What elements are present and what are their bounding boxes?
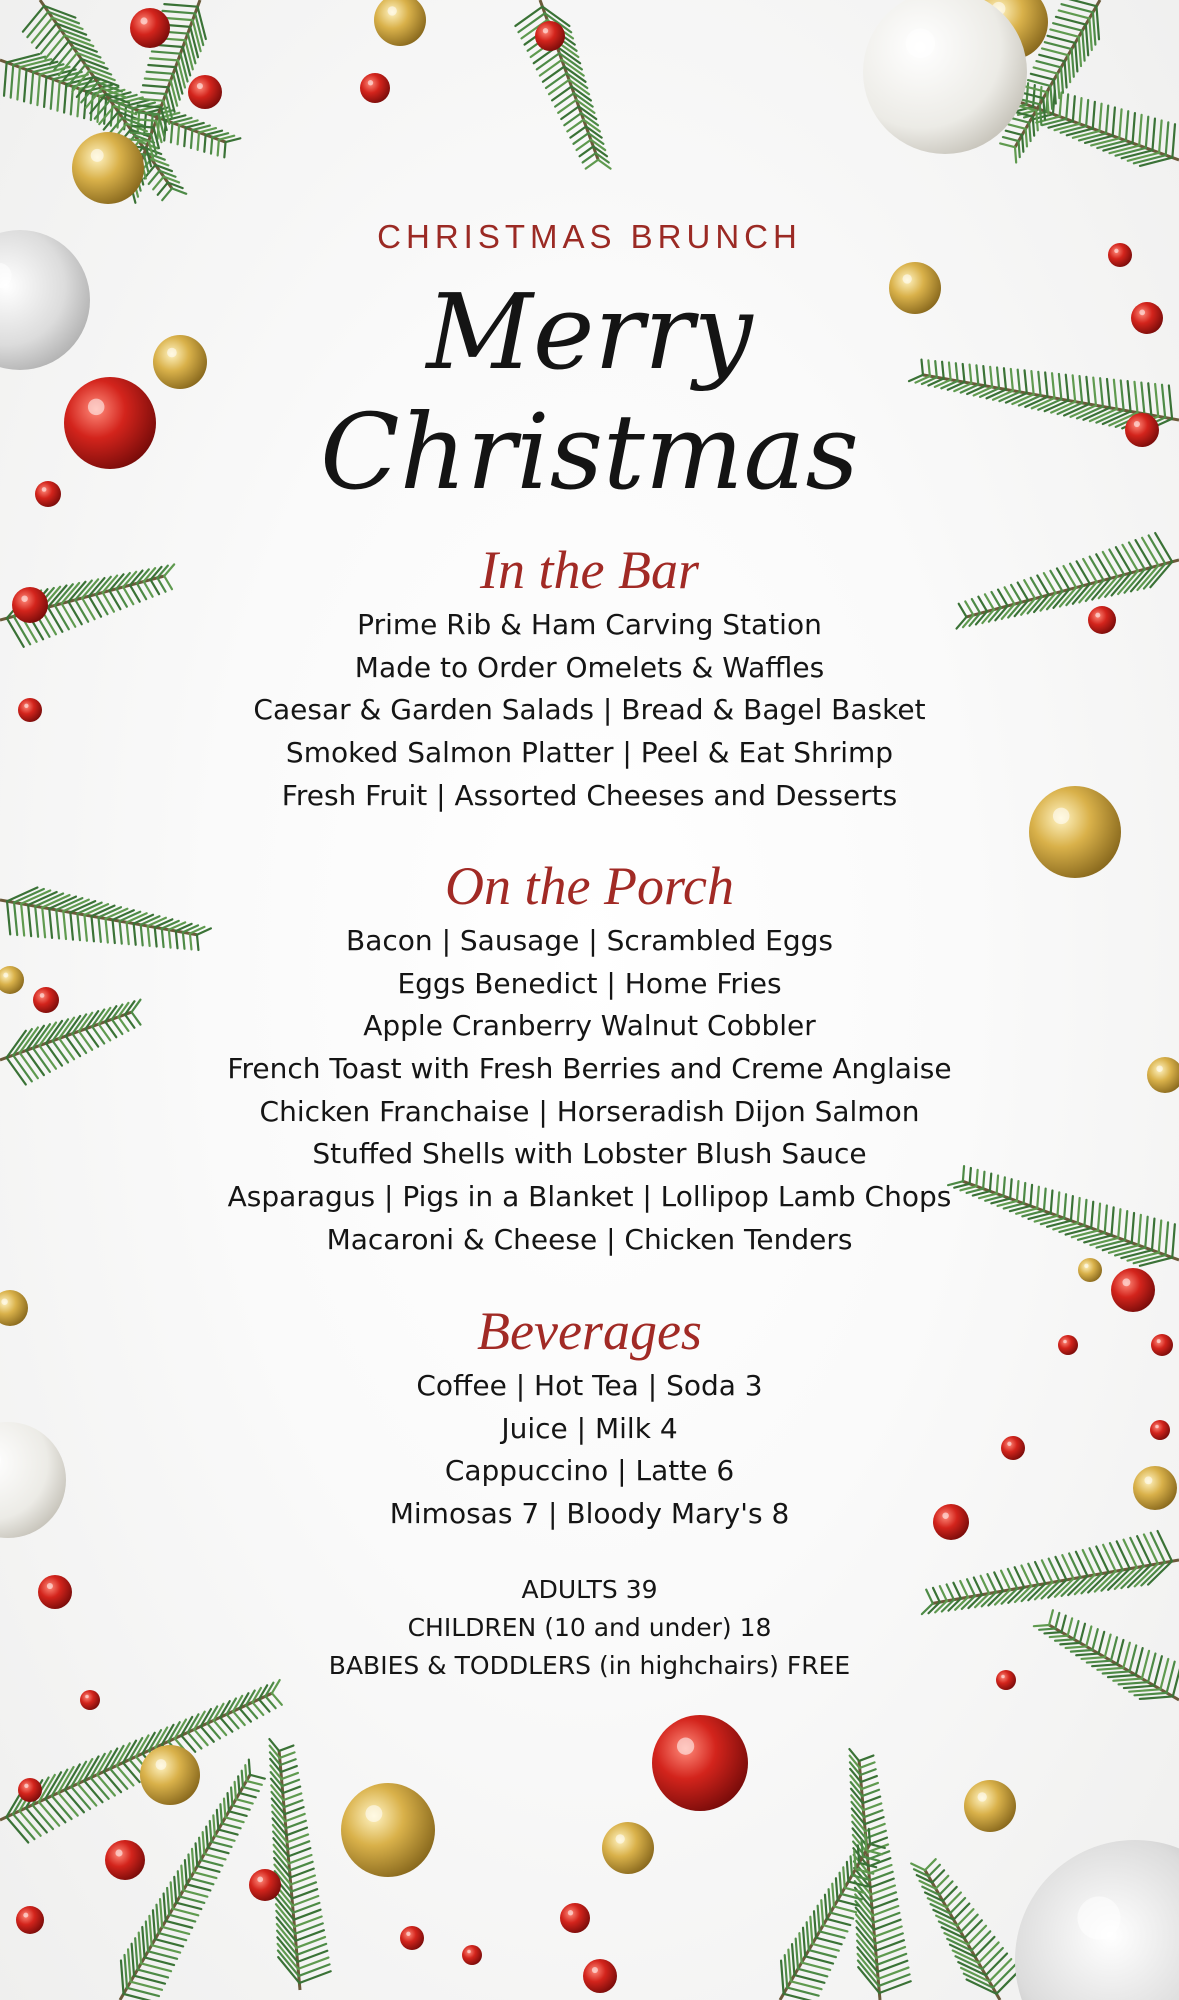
list-item: Apple Cranberry Walnut Cobbler <box>363 1009 816 1043</box>
list-item: Caesar & Garden Salads | Bread & Bagel Basket <box>253 693 926 727</box>
section-title-beverages: Beverages <box>477 1301 702 1361</box>
list-item: Juice | Milk 4 <box>501 1411 678 1445</box>
list-item: Coffee | Hot Tea | Soda 3 <box>416 1369 763 1402</box>
list-item: Prime Rib & Ham Carving Station <box>357 608 822 641</box>
list-item: Eggs Benedict | Home Fries <box>397 966 782 1000</box>
list-item: Fresh Fruit | Assorted Cheeses and Desserts <box>281 778 898 812</box>
menu-kicker: CHRISTMAS BRUNCH <box>377 218 802 255</box>
title-christmas: Christmas <box>320 391 859 513</box>
pricing-list <box>0 1571 1179 1685</box>
list-item: Stuffed Shells with Lobster Blush Sauce <box>312 1137 867 1171</box>
list-item: Macaroni & Cheese | Chicken Tenders <box>326 1222 853 1256</box>
list-item: Smoked Salmon Platter | Peel & Eat Shrimp <box>285 736 894 770</box>
price-adults: ADULTS 39 <box>521 1575 658 1604</box>
section-title-bar: In the Bar <box>480 540 699 600</box>
porch-items-list <box>0 920 1179 1262</box>
price-babies: BABIES & TODDLERS (in highchairs) FREE <box>328 1651 851 1680</box>
price-children: CHILDREN (10 and under) 18 <box>407 1613 772 1642</box>
list-item: Cappuccino | Latte 6 <box>444 1454 735 1488</box>
list-item: Asparagus | Pigs in a Blanket | Lollipop Lamb Chops <box>227 1180 952 1214</box>
section-title-porch: On the Porch <box>445 856 734 916</box>
list-item: Chicken Franchaise | Horseradish Dijon Salmon <box>259 1094 920 1128</box>
beverages-items-list <box>0 1365 1179 1536</box>
bar-items-list <box>0 604 1179 817</box>
list-item: Mimosas 7 | Bloody Mary's 8 <box>389 1497 790 1531</box>
list-item: Bacon | Sausage | Scrambled Eggs <box>346 924 833 957</box>
list-item: Made to Order Omelets & Waffles <box>354 650 825 684</box>
list-item: French Toast with Fresh Berries and Creme Anglaise <box>227 1052 952 1086</box>
title-merry: Merry <box>426 271 753 393</box>
